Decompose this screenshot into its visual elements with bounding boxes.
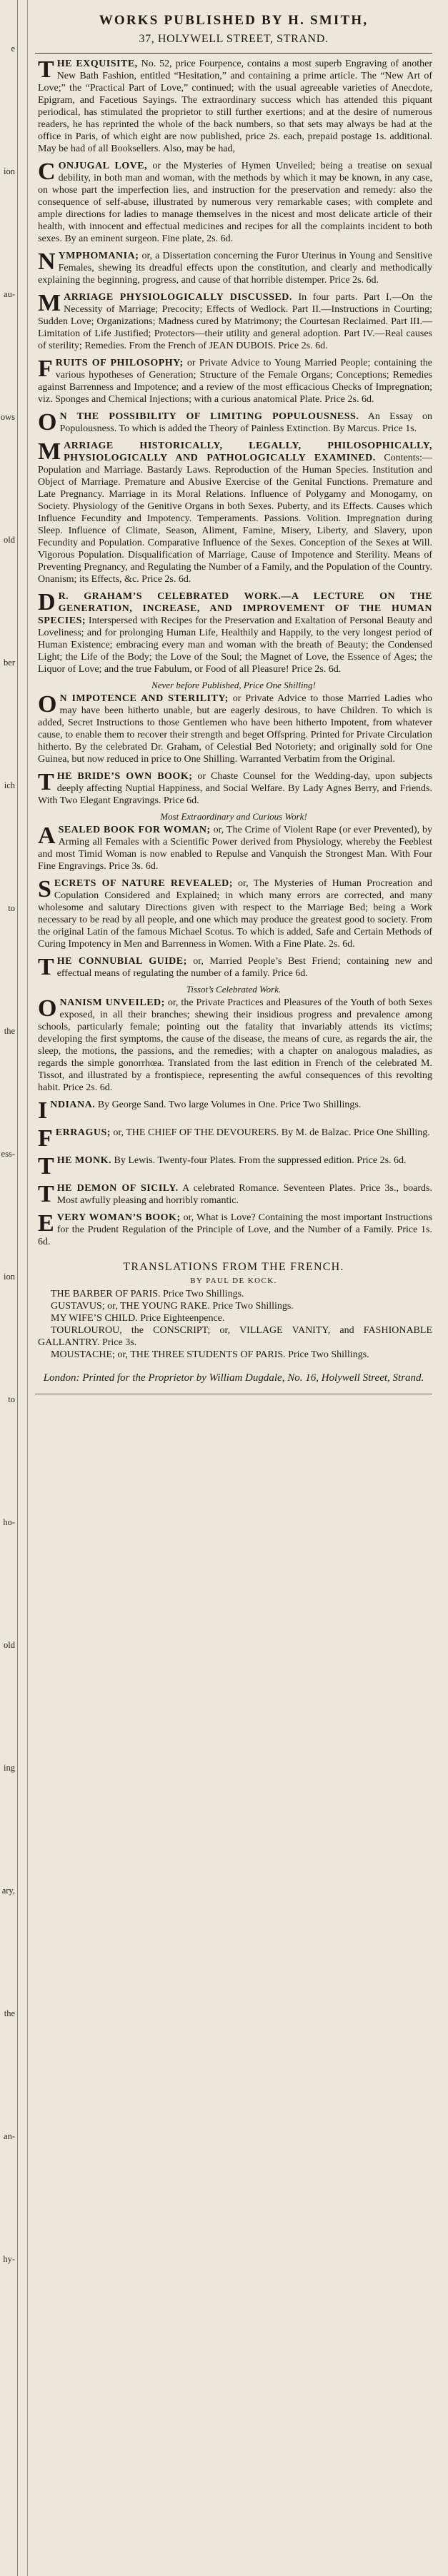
advertisement-body: An Essay on Populousness. To which is added the Theory of Painless Extinction. By Marcus. Price 1s.: [59, 411, 432, 434]
fragment-word: hy-: [3, 2254, 15, 2264]
advertisement-body: Interspersed with Recipes for the Preservation and Exaltation of Personal Beauty and Loveliness; and for prolonging Human Life, Healthily and Happily, to the very longest period of Human Existence; embracing every man and woman with the breath of Beauty; the Condensed Light; the Life of the Body; the Love of the Soul; the Magnet of Love, the Essence of Ages; the Liquor of Love; and the true Fabulum, or Food of all Pleasure! Price 2s. 6d.: [38, 615, 432, 675]
fragment-word: ess-: [1, 1149, 15, 1159]
advertisement-title: SEALED BOOK FOR WOMAN;: [58, 825, 211, 835]
advertisement-title: VERY WOMAN’S BOOK;: [56, 1212, 181, 1223]
drop-cap: T: [38, 954, 54, 980]
fragment-word: the: [4, 2008, 15, 2018]
advertisement-title: N IMPOTENCE AND STERILITY;: [59, 693, 229, 704]
fragment-word: au-: [4, 289, 15, 299]
fragment-word: to: [8, 1394, 15, 1404]
advertisement-list: [28, 58, 439, 1248]
advertisement-entry: [38, 1099, 432, 1122]
advertisement-body: or, the Private Practices and Pleasures of the Youth of both Sexes exposed, in all their branches; shewing their insidious progress and prevalence among schools, particularly female; pointing out the fatality that invariably attends its victims; developing the first symptoms, the cause of the disease, the means of cure, as regards the air, the sleep, the motions, the passions, and the remedies; with a chapter on analogous maladies, as regards the simple gonorrhœa. Translated from the last edition in French of the celebrated M. Tissot, and illustrated by a frontispiece, representing the awful consequences of this revolting habit. Price 2s. 6d.: [38, 997, 432, 1093]
advertisement-body: or Private Advice to those Married Ladies who may have been hitherto unable, but are eagerly desirous, to have Children. To which is added, Secret Instructions to those Gentlemen who have been hitherto Impotent, from whatever cause, to enable them to recover their strength and beget Offspring. Printed for Private Circulation hitherto. By the celebrated Dr. Graham, of Celestial Bed Notoriety; and originally sold for One Guinea, but now reduced in price to One Shilling. Warranted Verbatim from the Original.: [38, 693, 432, 765]
fragment-word: ion: [4, 1272, 15, 1282]
drop-cap: S: [38, 876, 51, 902]
advertisement-body: or, The Mysteries of Human Procreation and Copulation Considered and Explained; in which many errors are corrected, and many wholesome and salutary Directions given with respect to the Marriage Bed; being a Work necessary to be read by all people, and one which may produce the greatest good to society. From the original Latin of the famous Michael Scotus. To which is added, Safe and Certain Methods of Curing Impotency in Men and Barrenness in Women. With a Fine Plate. 2s. 6d.: [38, 878, 432, 950]
printer-imprint: London: Printed for the Proprietor by William Dugdale, No. 16, Holywell Street, Strand.: [43, 1372, 424, 1384]
advertisement-entry: [38, 1212, 432, 1248]
section-note: Tissot’s Celebrated Work.: [186, 984, 282, 995]
advertisement-body: or, THE CHIEF OF THE DEVOURERS. By M. de Balzac. Price One Shilling.: [110, 1127, 430, 1138]
translations-byline: BY PAUL DE KOCK.: [190, 1277, 277, 1285]
advertisement-entry: [38, 440, 432, 585]
advertisement-body: or, The Crime of Violent Rape (or ever Prevented), by Arming all Females with a Scientific Power derived from Physiology, whereby the Feeblest and most Timid Woman is now enabled to Repulse and Vanquish the Strongest Man. With Four Fine Engravings. Price 3s. 6d.: [38, 825, 433, 872]
advertisement-title: ARRIAGE PHYSIOLOGICALLY DISCUSSED.: [64, 292, 292, 303]
drop-cap: A: [38, 822, 56, 849]
advertisement-title: ONJUGAL LOVE,: [58, 161, 148, 171]
fragment-word: e: [11, 44, 15, 54]
drop-cap: F: [38, 1125, 53, 1152]
advertisement-entry: [38, 357, 432, 406]
advertisement-body: or, a Dissertation concerning the Furor Uterinus in Young and Sensitive Females, shewing its dreadful effects upon the constitution, and clearly and methodically explaining the beginning, progress, and cause of that horrible distemper. Price 2s. 6d.: [38, 251, 432, 286]
drop-cap: F: [38, 356, 53, 382]
advertisement-title: HE EXQUISITE,: [56, 59, 138, 69]
advertisement-title: RUITS OF PHILOSOPHY;: [55, 358, 184, 368]
translations-heading: TRANSLATIONS FROM THE FRENCH.: [123, 1261, 344, 1273]
advertisement-entry: [38, 955, 432, 980]
advertisement-title: R. GRAHAM’S CELEBRATED WORK.—A LECTURE ON THE GENERATION, INCREASE, AND IMPROVEMENT OF THE HUMAN SPECIES;: [38, 591, 432, 626]
advertisement-entry: [38, 1182, 432, 1207]
advertisement-title: NDIANA.: [50, 1100, 96, 1110]
fragment-word: ows: [0, 412, 15, 422]
advertisement-body: Contents:—Population and Marriage. Bastardy Laws. Reproduction of the Human Species. Institution and Object of Marriage. Premature and Abusive Exercise of the Genital Functions. Premature and Late Pregnancy. Marriage in its Moral Relations. Influence of Polygamy and Monogamy, on Society. Physiology of the Genitive Organs in both Sexes. Puberty, and its Effects. Causes which Influence Fecundity and Impotency. Temperaments. Passions. Volition. Impregnation during Sleep. Influence of Climate, Season, Aliment, Famine, Misery, Liberty, and Slavery, upon Fecundity and Population. Comparative Influence of the Sexes. Conception of the Sexes at Will. Vigorous Population. Disqualification of Marriage, Cause of Impotence and Sterility. Means of Preventing Pregnancy, and Regulating the Number of a Family, and the Population of the Country. Onanism; its Effects, &c. Price 2s. 6d.: [38, 453, 433, 585]
drop-cap: M: [38, 438, 61, 465]
advertisement-body: No. 52, price Fourpence, contains a most superb Engraving of another New Bath Fashion, entitled “Hesitation,” and containing a prime article. The “New Art of Love;” the “Practical Part of Love,” continued; with the usual agreeable varieties of Anecdote, Epigram, and Facetious Sayings. The extraordinary success which has attended this piquant periodical, has stimulated the proprietor to still further exertions; and at the desire of numerous readers, he has reprinted the whole of the back numbers, so that sets may always be had at the office in Paris, of which eight are now published, price 2s. each, prepaid postage 1s. additional. May be had of all Booksellers. Also, may be had,: [38, 59, 432, 154]
drop-cap: O: [38, 409, 57, 436]
advertisement-title: HE BRIDE’S OWN BOOK;: [56, 771, 193, 782]
drop-cap: O: [38, 691, 57, 718]
fragment-word: old: [4, 535, 15, 545]
drop-cap: D: [38, 589, 56, 615]
translation-entry: MOUSTACHE; or, THE THREE STUDENTS OF PARIS. Price Two Shillings.: [51, 1349, 369, 1360]
advertisement-body: or, What is Love? Containing the most important Instructions for the Prudent Regulation of the Principle of Love, and the Number of a Family. Price 1s. 6d.: [38, 1212, 432, 1247]
fragment-word: old: [4, 1640, 15, 1650]
advertisement-body: or, Married People’s Best Friend; containing new and effectual means of regulating the number of a family. Price 6d.: [56, 956, 432, 979]
advertisement-body: or the Mysteries of Hymen Unveiled; being a treatise on sexual debility, in both man and woman, with the methods by which it may be known, in any case, on whose part the imperfection lies, and instruction for the preservation and remedy: also the consequence of self-abuse, illustrated by numerous very remarkable cases; with complete and ample directions for ladies to manage themselves in the nicest and most delicate article of their health, with innocent and effectual medicines and recipes for all the complaints incident to both sexes. By an eminent surgeon. Fine plate, 2s. 6d.: [38, 161, 432, 244]
advertisement-title: ERRAGUS;: [55, 1127, 111, 1138]
adjacent-column-fragment: [0, 0, 18, 2576]
advertisement-entry: [38, 58, 432, 155]
advertisement-entry: [38, 877, 432, 950]
translation-entry: THE BARBER OF PARIS. Price Two Shillings.: [51, 1289, 244, 1299]
fragment-word: ing: [4, 1763, 15, 1773]
advertisement-entry: [38, 1125, 432, 1152]
advertisement-entry: [38, 824, 432, 872]
advertisement-title: HE DEMON OF SICILY.: [56, 1183, 179, 1194]
translation-entry: GUSTAVUS; or, THE YOUNG RAKE. Price Two Shillings.: [51, 1301, 294, 1312]
advertisement-entry: [38, 997, 432, 1094]
advertisement-body: A celebrated Romance. Seventeen Plates. Price 3s., boards. Most awfully pleasing and horribly romantic.: [56, 1183, 432, 1206]
publisher-address: 37, HOLYWELL STREET, STRAND.: [139, 33, 329, 45]
fragment-word: to: [8, 903, 15, 913]
fragment-word: ion: [4, 166, 15, 176]
advertisement-body: or Chaste Counsel for the Wedding-day, upon subjects deeply affecting Nuptial Happiness, and Social Welfare. By Lady Agnes Berry, and Friends. With Two Elegant Engravings. Price 6d.: [38, 771, 432, 806]
advertisement-entry: [38, 693, 432, 765]
advertisement-body: In four parts. Part I.—On the Necessity of Marriage; Precocity; Effects of Wedlock. Part II.—Instructions in Courting; Sudden Love; Organizations; Madness cured by Matrimony; the Courtesan Reclaimed. Part III.—Limitation of Life Justified; Protectors—their utility and general adoption. Part IV.—Real causes of sterility; Remedies. From the French of JEAN DUBOIS. Price 2s. 6d.: [38, 292, 432, 351]
drop-cap: T: [38, 56, 54, 83]
advertisement-column: [27, 0, 439, 2576]
fragment-word: ho-: [3, 1517, 15, 1527]
advertisement-entry: [38, 770, 432, 807]
advertisement-body: By Lewis. Twenty-four Plates. From the suppressed edition. Price 2s. 6d.: [111, 1155, 407, 1166]
fragment-word: an-: [4, 2131, 15, 2141]
advertisement-entry: [38, 160, 432, 245]
section-note: Most Extraordinary and Curious Work!: [160, 811, 307, 822]
advertisement-entry: [38, 291, 432, 352]
advertisement-entry: [38, 250, 432, 286]
fragment-word: the: [4, 1026, 15, 1036]
translations-list: [28, 1288, 439, 1361]
advertisement-body: By George Sand. Two large Volumes in One. Price Two Shillings.: [95, 1100, 362, 1110]
fragment-word: ich: [4, 780, 15, 790]
drop-cap: T: [38, 1153, 54, 1179]
advertisement-title: N THE POSSIBILITY OF LIMITING POPULOUSNESS.: [59, 411, 359, 422]
drop-cap: T: [38, 1181, 54, 1207]
drop-cap: E: [38, 1210, 54, 1237]
translation-entry: MY WIFE’S CHILD. Price Eighteenpence.: [51, 1313, 225, 1324]
advertisement-title: YMPHOMANIA;: [58, 251, 139, 261]
drop-cap: I: [38, 1097, 48, 1124]
section-note: Never before Published, Price One Shilling!: [151, 680, 316, 690]
advertisement-title: HE CONNUBIAL GUIDE;: [56, 956, 187, 967]
header-rule: [35, 53, 432, 54]
fragment-word: ary,: [1, 1886, 15, 1896]
advertisement-entry: [38, 411, 432, 435]
advertisement-title: HE MONK.: [56, 1155, 112, 1166]
drop-cap: T: [38, 769, 54, 795]
advertisement-title: NANISM UNVEILED;: [59, 997, 165, 1008]
fragment-word: ber: [4, 658, 15, 668]
drop-cap: O: [38, 995, 57, 1022]
drop-cap: N: [38, 248, 56, 275]
advertisement-body: or Private Advice to Young Married People; containing the various hypotheses of Generation; Structure of the Female Organs; Conceptions; Remedies against Barrenness and Impotence; and a review of the most efficacious Checks of Impregnation; viz. Sponges and Chemical Injections; with a curious anatomical Plate. Price 2s. 6d.: [38, 358, 433, 405]
drop-cap: M: [38, 290, 61, 316]
translation-entry: TOURLOUROU, the CONSCRIPT; or, VILLAGE VANITY, and FASHIONABLE GALLANTRY. Price 3s.: [38, 1325, 432, 1348]
advertisement-entry: [38, 1154, 432, 1177]
advertisement-entry: [38, 590, 432, 675]
drop-cap: C: [38, 159, 56, 185]
masthead: [28, 0, 439, 46]
advertisement-title: ARRIAGE HISTORICALLY, LEGALLY, PHILOSOPHICALLY, PHYSIOLOGICALLY AND PATHOLOGICALLY EXAMINED.: [64, 441, 432, 463]
publisher-title: WORKS PUBLISHED BY H. SMITH,: [99, 13, 369, 28]
advertisement-title: ECRETS OF NATURE REVEALED;: [54, 878, 233, 889]
